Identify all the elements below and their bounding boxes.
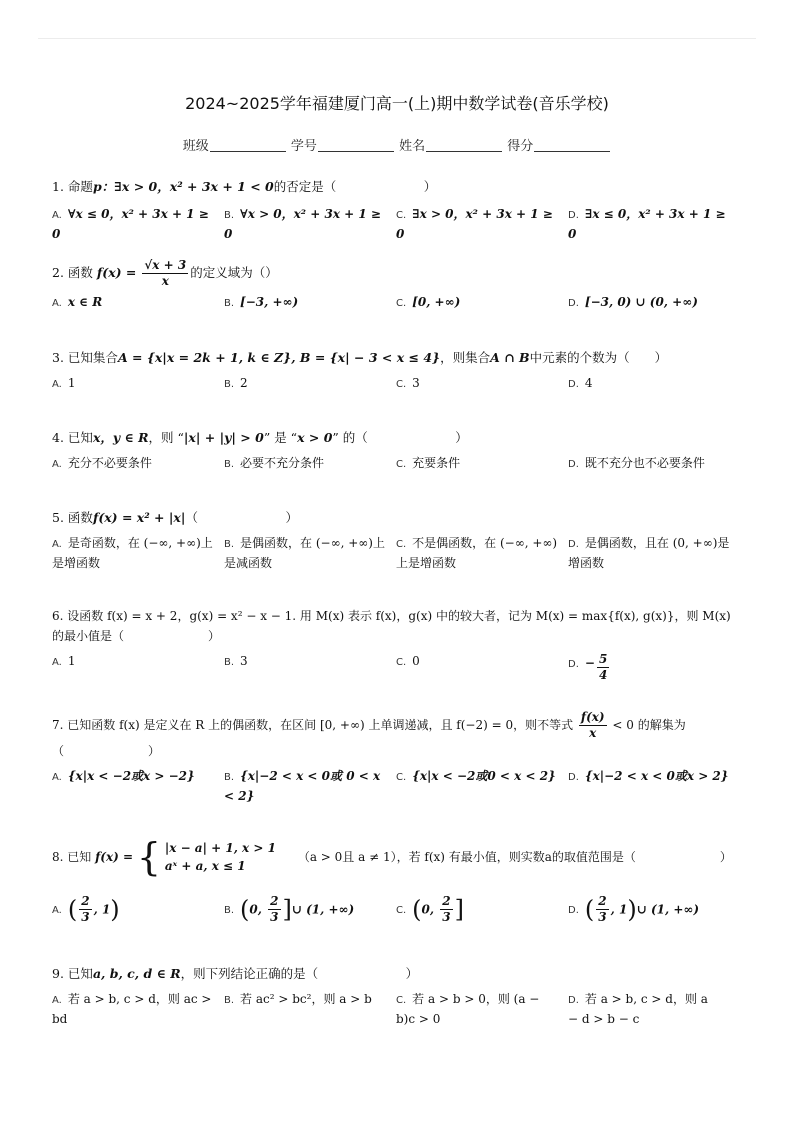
option-letter: D. (568, 210, 579, 221)
question-3-stem (52, 348, 742, 368)
info-blank-name[interactable] (426, 139, 502, 152)
interval-tail: ∪ (1, +∞) (636, 902, 700, 917)
option-text: 若 a > b, c > d，则 ac > bd (52, 992, 212, 1026)
stem-text: 已知 (67, 850, 92, 864)
option-text: 0 (412, 654, 420, 668)
option-letter: A. (52, 379, 62, 390)
stem-math: |x| + |y| > 0 (183, 430, 264, 445)
option-letter: D. (568, 379, 579, 390)
fraction (579, 710, 607, 741)
option-b[interactable] (224, 205, 390, 243)
option-text: 充分不必要条件 (67, 456, 152, 470)
option-c[interactable]: C. (0, $\frac{2}{3}$ ] (396, 894, 464, 924)
option-letter: A. (52, 772, 62, 783)
stem-text: 函数 (67, 265, 93, 280)
question-number: 4. (52, 430, 64, 445)
fraction-numerator: f(x) (580, 710, 605, 724)
option-letter: D. (568, 659, 579, 670)
option-d[interactable]: D. ( $\frac{2}{3}$ , 1)∪ (1, +∞) (568, 894, 700, 924)
option-c[interactable] (396, 990, 546, 1028)
option-d[interactable] (568, 454, 734, 474)
info-blank-number[interactable] (318, 139, 394, 152)
option-a[interactable]: A. ( $\frac{2}{3}$ , 1) (52, 894, 120, 924)
option-text: 是偶函数，且在 (0, +∞)是增函数 (568, 536, 730, 570)
option-c[interactable] (396, 534, 562, 572)
fraction-denominator: x (589, 726, 597, 740)
fraction-denominator: 4 (598, 668, 608, 682)
question-number: 5. (52, 510, 64, 525)
fraction-numerator: 2 (598, 894, 607, 908)
stem-text: 的否定是（ ） (273, 179, 437, 194)
question-number: 2. (52, 265, 64, 280)
info-label-class: 班级 (182, 139, 209, 154)
fraction (79, 894, 91, 925)
stem-text: ，则集合 (440, 350, 491, 365)
interval-end: 1 (618, 902, 628, 917)
stem-text: 设函数 f(x) = x + 2，g(x) = x² − x − 1. 用 M(x) 表示 f(x)，g(x) 中的较大者，记为 M(x) = max{f(x), g(x)}，则 M(x) (67, 609, 731, 623)
option-b[interactable]: B. (0, $\frac{2}{3}$ ]∪ (1, +∞) (224, 894, 355, 924)
stem-text: ，则 “ (148, 430, 184, 445)
fraction (597, 652, 609, 683)
info-label-score: 得分 (507, 139, 534, 154)
fraction (142, 258, 188, 289)
stem-text: （ ） (185, 510, 298, 525)
fraction-denominator: x (161, 274, 169, 288)
question-number: 3. (52, 350, 64, 365)
question-3 (52, 348, 742, 418)
fraction-denominator: 3 (598, 910, 607, 924)
option-letter: D. (568, 459, 579, 470)
stem-text: （ ） (52, 744, 161, 758)
option-d[interactable] (568, 205, 734, 243)
stem-text: < 0 的解集为 (612, 718, 686, 732)
option-a[interactable] (52, 205, 218, 243)
option-text: 若 ac² > bc²，则 a > b (240, 992, 372, 1006)
option-text: ∃x > 0，x² + 3x + 1 ≥ 0 (396, 207, 553, 241)
option-letter: B. (224, 459, 235, 470)
option-a[interactable] (52, 454, 218, 474)
option-letter: C. (396, 905, 407, 916)
option-letter: B. (224, 657, 235, 668)
question-number: 1. (52, 179, 64, 194)
option-text: [−3, +∞) (240, 295, 299, 309)
case-2: aˣ + a, x ≤ 1 (164, 859, 246, 873)
option-letter: B. (224, 298, 235, 309)
fraction (268, 894, 280, 925)
option-d[interactable] (568, 990, 718, 1028)
interval-end: 1 (101, 902, 111, 917)
option-c[interactable] (396, 374, 562, 394)
option-a[interactable] (52, 534, 218, 572)
question-5-stem (52, 508, 742, 528)
option-letter: A. (52, 657, 62, 668)
stem-math: x，y ∈ R (92, 430, 149, 445)
question-6 (52, 606, 742, 696)
question-7 (52, 710, 742, 811)
question-number: 6. (52, 609, 64, 623)
option-letter: A. (52, 995, 62, 1006)
info-blank-score[interactable] (534, 139, 610, 152)
fraction-numerator: 2 (442, 894, 451, 908)
question-2 (52, 258, 742, 337)
option-letter: C. (396, 298, 407, 309)
option-text: 4 (584, 376, 593, 390)
stem-text: （a > 0且 a ≠ 1），若 f(x) 有最小值，则实数a的取值范围是（ ） (297, 850, 732, 864)
question-4 (52, 428, 742, 498)
option-b[interactable] (224, 652, 390, 672)
fraction-numerator: 2 (270, 894, 279, 908)
option-b[interactable] (224, 374, 390, 394)
case-1: |x − a| + 1, x > 1 (164, 841, 276, 855)
piecewise-cases (165, 839, 276, 875)
info-label-name: 姓名 (399, 139, 426, 154)
question-number: 9. (52, 966, 64, 981)
stem-text: ，则下列结论正确的是（ ） (180, 966, 419, 981)
stem-text: ” 的（ ） (332, 430, 468, 445)
option-text: 充要条件 (412, 456, 461, 470)
option-text: 不是偶函数，在 (−∞, +∞)上是增函数 (396, 536, 558, 570)
stem-text: ” 是 “ (263, 430, 298, 445)
option-letter: B. (224, 539, 235, 550)
option-letter: C. (396, 459, 407, 470)
option-d[interactable] (568, 374, 734, 394)
option-d[interactable] (568, 534, 734, 572)
info-blank-class[interactable] (210, 139, 286, 152)
option-letter: D. (568, 995, 579, 1006)
option-text: ∀x ≤ 0，x² + 3x + 1 ≥ 0 (52, 207, 209, 241)
option-letter: C. (396, 772, 407, 783)
option-a[interactable] (52, 293, 218, 313)
option-b[interactable] (224, 534, 390, 572)
question-9-stem (52, 964, 742, 984)
option-c[interactable] (396, 205, 562, 243)
option-letter: B. (224, 905, 235, 916)
stem-text: 的定义域为（） (190, 265, 278, 280)
option-text: x ∈ R (67, 295, 103, 309)
option-b[interactable] (224, 767, 390, 805)
option-letter: C. (396, 657, 407, 668)
option-d[interactable] (568, 652, 734, 683)
stem-text: 已知函数 f(x) 是定义在 R 上的偶函数，在区间 [0, +∞) 上单调递减，且 f(−2) = 0，则不等式 (67, 718, 574, 732)
option-letter: A. (52, 459, 62, 470)
stem-text: 的最小值是（ ） (52, 629, 221, 643)
stem-math: a, b, c, d ∈ R (92, 966, 181, 981)
left-brace: { (136, 835, 162, 879)
option-c[interactable] (396, 293, 562, 313)
stem-math: f(x) = (95, 850, 134, 864)
option-text: [0, +∞) (412, 295, 461, 309)
question-number: 8. (52, 850, 64, 864)
question-8 (52, 835, 742, 944)
option-text: 1 (67, 654, 76, 668)
fraction-numerator: 5 (598, 652, 608, 666)
fraction (596, 894, 608, 925)
option-c[interactable] (396, 652, 562, 672)
option-letter: D. (568, 905, 579, 916)
option-d[interactable] (568, 293, 734, 313)
option-text: {x|−2 < x < 0或 0 < x < 2} (224, 769, 381, 803)
option-sign: − (584, 656, 595, 670)
fraction-denominator: 3 (442, 910, 451, 924)
stem-math: f(x) = x² + |x| (92, 510, 186, 525)
option-text: 是偶函数，在 (−∞, +∞)上是减函数 (224, 536, 385, 570)
question-1 (52, 177, 742, 249)
question-number: 7. (52, 718, 64, 732)
stem-math: p：∃x > 0，x² + 3x + 1 < 0 (92, 179, 274, 194)
option-c[interactable] (396, 767, 562, 787)
option-letter: C. (396, 379, 407, 390)
fraction-denominator: 3 (270, 910, 279, 924)
option-text: 3 (412, 376, 420, 390)
option-letter: B. (224, 772, 235, 783)
question-7-stem-line2 (52, 741, 742, 761)
option-text: 若 a > b, c > d，则 a − d > b − c (568, 992, 708, 1026)
option-b[interactable] (224, 454, 390, 474)
fraction (440, 894, 452, 925)
option-text: {x|x < −2或x > −2} (67, 769, 195, 783)
student-info-line (0, 135, 794, 154)
option-c[interactable] (396, 454, 562, 474)
info-label-number: 学号 (290, 139, 317, 154)
option-text: [−3, 0) ∪ (0, +∞) (584, 295, 698, 309)
option-letter: A. (52, 210, 62, 221)
option-text: 2 (240, 376, 248, 390)
option-b[interactable] (224, 990, 390, 1010)
option-letter: D. (568, 772, 579, 783)
option-text: 3 (240, 654, 248, 668)
question-7-stem (52, 710, 742, 741)
exam-title: 2024~2025学年福建厦门高一(上)期中数学试卷(音乐学校) (185, 94, 609, 113)
question-6-stem-line2 (52, 626, 742, 646)
top-divider (38, 38, 756, 39)
option-letter: C. (396, 995, 407, 1006)
option-text: 若 a > b > 0，则 (a − b)c > 0 (396, 992, 540, 1026)
stem-text: 已知 (67, 430, 93, 445)
option-text: 1 (67, 376, 76, 390)
option-text: {x|x < −2或0 < x < 2} (412, 769, 556, 783)
option-letter: A. (52, 905, 62, 916)
option-d[interactable] (568, 767, 734, 787)
option-text: ∃x ≤ 0，x² + 3x + 1 ≥ 0 (568, 207, 726, 241)
option-letter: C. (396, 539, 407, 550)
option-letter: D. (568, 298, 579, 309)
stem-text: 中元素的个数为（ ） (529, 350, 668, 365)
option-text: ∀x > 0，x² + 3x + 1 ≥ 0 (224, 207, 381, 241)
option-text: 既不充分也不必要条件 (584, 456, 705, 470)
option-text: 必要不充分条件 (240, 456, 325, 470)
option-b[interactable] (224, 293, 390, 313)
question-6-stem (52, 606, 742, 626)
question-4-stem (52, 428, 742, 448)
stem-math: A = {x|x = 2k + 1, k ∈ Z}, B = {x| − 3 < x ≤ 4} (117, 350, 441, 365)
stem-math: A ∩ B (490, 350, 530, 365)
option-letter: A. (52, 539, 62, 550)
question-2-stem (52, 258, 742, 289)
option-text: 是奇函数，在 (−∞, +∞)上是增函数 (52, 536, 213, 570)
option-text: {x|−2 < x < 0或x > 2} (584, 769, 729, 783)
option-a[interactable] (52, 767, 218, 787)
option-a[interactable] (52, 990, 218, 1028)
option-letter: B. (224, 995, 235, 1006)
option-a[interactable] (52, 374, 218, 394)
option-letter: B. (224, 210, 235, 221)
fraction-denominator: 3 (81, 910, 90, 924)
stem-math: f(x) = (96, 265, 137, 280)
option-letter: B. (224, 379, 235, 390)
question-8-stem (52, 835, 742, 884)
fraction-numerator: 2 (81, 894, 90, 908)
option-letter: C. (396, 210, 407, 221)
option-a[interactable] (52, 652, 218, 672)
question-5 (52, 508, 742, 578)
option-letter: D. (568, 539, 579, 550)
stem-text: 已知集合 (67, 350, 118, 365)
interval-tail: ∪ (1, +∞) (291, 902, 355, 917)
question-9 (52, 964, 742, 1034)
stem-math: x > 0 (297, 430, 333, 445)
question-1-stem (52, 177, 742, 197)
option-letter: A. (52, 298, 62, 309)
stem-text: 已知 (67, 966, 93, 981)
fraction-numerator: √x + 3 (144, 258, 187, 272)
stem-text: 函数 (67, 510, 93, 525)
stem-text: 命题 (67, 179, 93, 194)
